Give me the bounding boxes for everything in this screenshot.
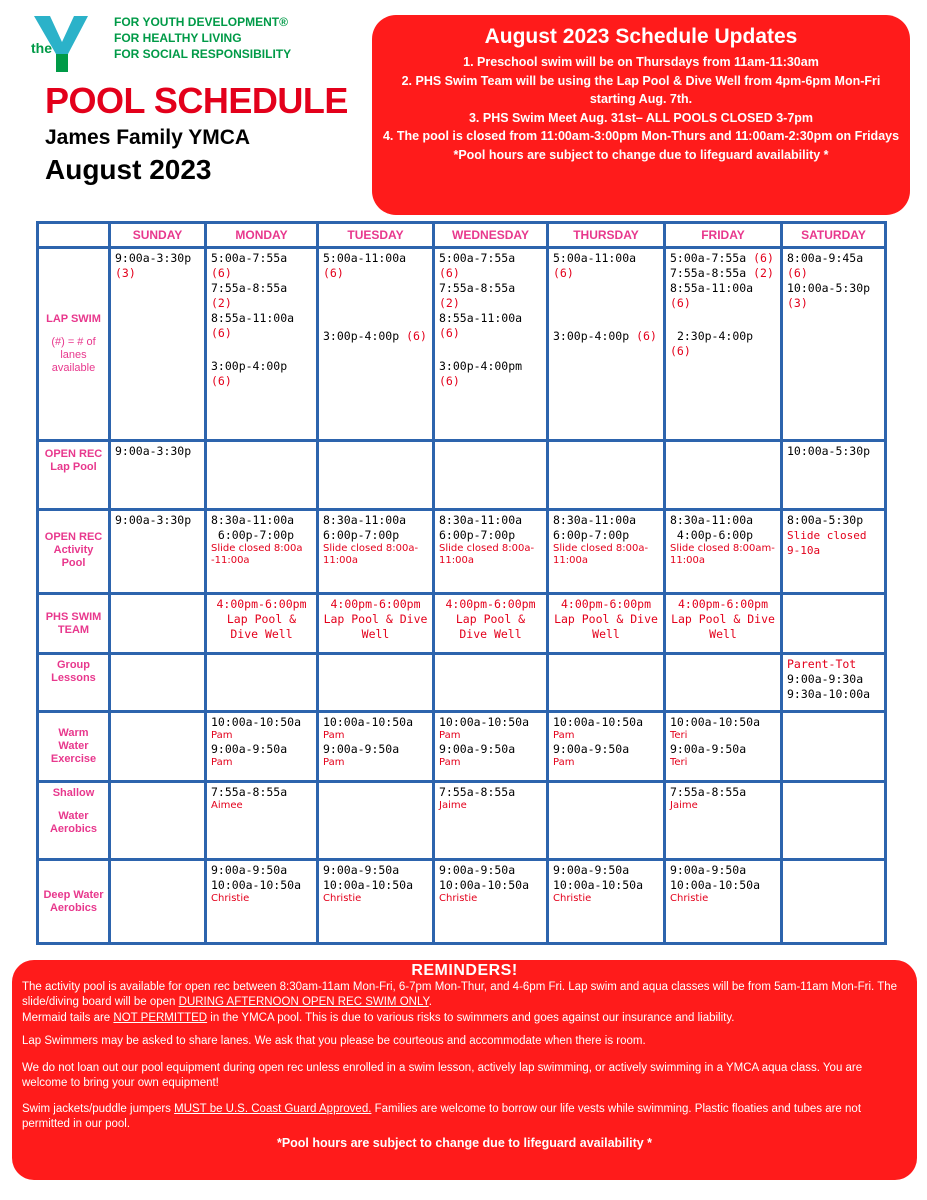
instructor: Pam [439,730,461,741]
instructor: Pam [439,757,461,768]
schedule-cell [206,860,318,944]
header-row [38,223,886,248]
logo-text: the [31,40,52,56]
lane-count: (2) [211,296,232,310]
reminder-paragraph: Swim jackets/puddle jumpers MUST be U.S. Coast Guard Approved. Families are welcome to borrow our life vests while swimming. Plastic floaties and tubes are not permitted in our pool. [22,1103,862,1130]
schedule-cell [206,441,318,510]
schedule-cell [665,510,782,594]
time-slot: 8:30a-11:00a [323,513,407,527]
lane-count: (6) [439,266,460,280]
location: Lap Pool & Dive Well [554,612,658,641]
lane-count: (3) [115,266,136,280]
reminder-paragraph: Mermaid tails are NOT PERMITTED in the YMCA pool. This is due to various risks to swimmers and goes against our insurance and liability. [22,1012,735,1024]
lap-swim-row [38,248,886,441]
reminders-title: REMINDERS! [411,962,518,979]
row-label: Deep Water Aerobics [38,860,110,944]
schedule-cell [318,654,434,712]
schedule-cell [434,441,548,510]
time-slot: 10:00a-10:50a [670,715,761,729]
time-slot: 5:00a-7:55a [439,251,516,265]
schedule-cell [665,248,782,441]
tagline: FOR YOUTH DEVELOPMENT® [114,15,288,29]
time-slot: 8:30a-11:00a [211,513,295,527]
month-label: August 2023 [45,154,212,185]
time-slot: 9:00a-9:30a [787,672,864,686]
instructor: Teri [670,730,688,741]
updates-note: *Pool hours are subject to change due to lifeguard availability * [453,147,829,162]
schedule-cell [548,441,665,510]
schedule-cell [665,712,782,782]
schedule-cell [318,248,434,441]
update-item: 3. PHS Swim Meet Aug. 31st– ALL POOLS CLOSED 3-7pm [468,110,814,125]
time-slot: 7:55a-8:55a [211,281,288,295]
schedule-cell [548,594,665,654]
day-header: THURSDAY [548,223,665,248]
header [0,0,927,215]
schedule-cell [206,594,318,654]
time-slot: 8:55a-11:00a [439,311,523,325]
shallow-label: Shallow [52,787,95,799]
time-slot: 9:00a-9:50a [439,742,516,756]
schedule-cell [548,860,665,944]
schedule-cell [110,860,206,944]
schedule-table [36,221,887,945]
time-slot: 6:00p-7:00p [211,528,295,542]
time-slot: 4:00pm-6:00pm [445,597,536,611]
schedule-cell [434,248,548,441]
time-slot: 10:00a-10:50a [439,715,530,729]
instructor: Pam [553,757,575,768]
schedule-cell [318,594,434,654]
warm-water-row [38,712,886,782]
schedule-cell [434,654,548,712]
instructor: Christie [211,893,250,904]
instructor: Pam [323,757,345,768]
location: Lap Pool & Dive Well [455,612,526,641]
schedule-cell [665,594,782,654]
lane-count: (6) [439,374,460,388]
time-slot: 8:30a-11:00a [553,513,637,527]
time-slot: 4:00pm-6:00pm [560,597,651,611]
lesson-name: Parent-Tot [787,657,857,671]
time-slot: 8:00a-9:45a [787,251,864,265]
lane-count: (6) [670,344,691,358]
time-slot: 4:00pm-6:00pm [677,597,768,611]
row-label: PHS SWIM TEAM [38,594,110,654]
schedule-cell [110,712,206,782]
time-slot: 3:00p-4:00p [323,329,400,343]
slide-note: Slide closed 8:00a-11:00a [323,543,419,566]
lane-count: (6) [406,329,427,343]
reminder-paragraph: The activity pool is available for open rec between 8:30am-11am Mon-Fri, 6-7pm Mon-Thur, and 4-6pm Fri. Lap swim and aqua classes will be from 5am-11am Mon-Fri. The slide/diving board will be open DURING AFTERNOON OPEN REC SWIM ONLY. [22,981,898,1008]
time-slot: 8:55a-11:00a [211,311,295,325]
tagline: FOR HEALTHY LIVING [114,31,242,45]
time-slot: 9:00a-9:50a [670,742,747,756]
lane-count: (6) [211,326,232,340]
slide-note: Slide closed 8:00a-11:00a [553,543,649,566]
open-rec-lap-row [38,441,886,510]
row-label: Group Lessons [38,654,110,712]
instructor: Christie [439,893,478,904]
instructor: Christie [670,893,709,904]
lane-count: (6) [636,329,657,343]
time-slot: 5:00a-7:55a [211,251,288,265]
branch-name: James Family YMCA [45,126,251,149]
shallow-label-sub: Water Aerobics [49,810,98,835]
time-slot: 9:00a-3:30p [115,251,192,265]
schedule-cell [548,510,665,594]
time-slot: 10:00a-10:50a [211,878,302,892]
instructor: Christie [323,893,362,904]
time-slot: 8:30a-11:00a [670,513,754,527]
row-label: OPEN REC Activity Pool [38,510,110,594]
lane-count: (6) [439,326,460,340]
schedule-cell [782,712,886,782]
schedule-cell [318,712,434,782]
time-slot: 4:00p-6:00p [670,528,754,542]
schedule-cell [206,654,318,712]
lane-count: (6) [753,251,774,265]
day-header: SUNDAY [110,223,206,248]
time-slot: 10:00a-10:50a [211,715,302,729]
time-slot: 3:00p-4:00pm [439,359,523,373]
row-label [38,782,110,860]
instructor: Aimee [211,800,243,811]
time-slot: 8:00a-5:30p [787,513,864,527]
instructor: Jaime [670,800,698,811]
schedule-cell [782,654,886,712]
day-header: TUESDAY [318,223,434,248]
row-label: Warm Water Exercise [38,712,110,782]
updates-title: August 2023 Schedule Updates [484,25,798,48]
time-slot: 6:00p-7:00p [553,528,630,542]
slide-note: Slide closed 8:00a -11:00a [211,543,303,566]
tagline: FOR SOCIAL RESPONSIBILITY [114,47,292,61]
schedule-cell: 9:00a-3:30p [110,510,206,594]
time-slot: 7:55a-8:55a [670,785,747,799]
schedule-cell: 10:00a-5:30p [782,441,886,510]
lane-count: (6) [670,296,691,310]
instructor: Jaime [439,800,467,811]
location: Lap Pool & Dive Well [226,612,297,641]
time-slot: 9:00a-9:50a [211,863,288,877]
time-slot: 7:55a-8:55a [670,266,747,280]
instructor: Pam [553,730,575,741]
row-label [38,248,110,441]
schedule-cell [434,782,548,860]
reminders-footer: *Pool hours are subject to change due to lifeguard availability * [276,1136,653,1150]
schedule-cell [665,441,782,510]
time-slot: 9:30a-10:00a [787,687,871,701]
slide-note: Slide closed 9-10a [787,529,867,557]
reminder-paragraph: We do not loan out our pool equipment during open rec unless enrolled in a swim lesson, actively lap swimming, or actively swimming in a YMCA aqua class. You are welcome to bring your own equipment! [22,1062,863,1089]
schedule-cell [110,248,206,441]
day-header: SATURDAY [782,223,886,248]
update-item: 1. Preschool swim will be on Thursdays from 11am-11:30am [463,55,819,69]
time-slot: 2:30p-4:00p [676,329,754,343]
time-slot: 10:00a-10:50a [670,878,761,892]
schedule-cell [318,510,434,594]
corner-cell [38,223,110,248]
time-slot: 9:00a-9:50a [670,863,747,877]
schedule-cell [434,510,548,594]
time-slot: 9:00a-9:50a [323,863,400,877]
schedule-cell [434,712,548,782]
shallow-water-row [38,782,886,860]
schedule-cell [548,248,665,441]
instructor: Christie [553,893,592,904]
schedule-cell [665,782,782,860]
time-slot: 5:00a-7:55a [670,251,747,265]
schedule-cell [782,860,886,944]
schedule-cell [110,782,206,860]
lane-count: (3) [787,296,808,310]
schedule-cell [434,594,548,654]
schedule-cell [782,510,886,594]
time-slot: 10:00a-10:50a [553,715,644,729]
time-slot: 5:00a-11:00a [323,251,407,265]
location: Lap Pool & Dive Well [323,612,428,641]
lane-count: (6) [787,266,808,280]
instructor: Pam [211,757,233,768]
update-item: 2. PHS Swim Team will be using the Lap Pool & Dive Well from 4pm-6pm Mon-Fri starting Aug. 7th. [401,73,881,106]
group-lessons-row [38,654,886,712]
deep-water-row [38,860,886,944]
day-header: MONDAY [206,223,318,248]
schedule-cell [318,782,434,860]
time-slot: 7:55a-8:55a [439,785,516,799]
schedule-cell [110,654,206,712]
reminder-paragraph: Lap Swimmers may be asked to share lanes. We ask that you please be courteous and accommodate when there is room. [22,1035,646,1047]
instructor: Pam [323,730,345,741]
time-slot: 10:00a-10:50a [323,878,414,892]
schedule-updates-box [372,15,910,215]
schedule-cell [206,712,318,782]
slide-note: Slide closed 8:00am-11:00a [670,543,775,566]
time-slot: 9:00a-9:50a [439,863,516,877]
time-slot: 6:00p-7:00p [439,528,516,542]
schedule-cell [318,860,434,944]
schedule-cell [782,782,886,860]
taglines [114,14,291,62]
lane-count: (6) [323,266,344,280]
schedule-cell [548,712,665,782]
time-slot: 9:00a-9:50a [211,742,288,756]
time-slot: 9:00a-9:50a [553,863,630,877]
lanes-note: (#) = # of lanes available [51,336,96,374]
schedule-cell [434,860,548,944]
time-slot: 9:00a-9:50a [323,742,400,756]
schedule-cell [110,594,206,654]
time-slot: 10:00a-10:50a [439,878,530,892]
instructor: Pam [211,730,233,741]
time-slot: 5:00a-11:00a [553,251,637,265]
time-slot: 4:00pm-6:00pm [216,597,307,611]
time-slot: 4:00pm-6:00pm [330,597,421,611]
time-slot: 10:00a-10:50a [323,715,414,729]
reminders-box [12,960,917,1180]
schedule-cell [665,654,782,712]
lane-count: (6) [211,374,232,388]
schedule-cell [318,441,434,510]
location: Lap Pool & Dive Well [671,612,775,641]
time-slot: 10:00a-5:30p [787,281,871,295]
day-header: FRIDAY [665,223,782,248]
time-slot: 10:00a-10:50a [553,878,644,892]
schedule-cell [206,782,318,860]
slide-note: Slide closed 8:00a-11:00a [439,543,535,566]
lane-count: (2) [439,296,460,310]
schedule-cell [548,654,665,712]
page-title: POOL SCHEDULE [45,80,348,121]
lane-count: (2) [753,266,774,280]
open-rec-activity-row [38,510,886,594]
time-slot: 8:30a-11:00a [439,513,523,527]
lane-count: (6) [553,266,574,280]
update-item: 4. The pool is closed from 11:00am-3:00pm Mon-Thurs and 11:00am-2:30pm on Fridays [382,129,900,143]
schedule-cell [548,782,665,860]
time-slot: 6:00p-7:00p [323,528,400,542]
time-slot: 3:00p-4:00p [553,329,630,343]
time-slot: 7:55a-8:55a [211,785,288,799]
schedule-cell [665,860,782,944]
schedule-cell [782,248,886,441]
phs-swim-team-row [38,594,886,654]
instructor: Teri [670,757,688,768]
row-label: OPEN REC Lap Pool [38,441,110,510]
lap-swim-label: LAP SWIM [46,313,101,325]
schedule-cell [206,510,318,594]
time-slot: 7:55a-8:55a [439,281,516,295]
time-slot: 3:00p-4:00p [211,359,288,373]
lane-count: (6) [211,266,232,280]
time-slot: 9:00a-9:50a [553,742,630,756]
schedule-cell [206,248,318,441]
time-slot: 8:55a-11:00a [670,281,754,295]
day-header: WEDNESDAY [434,223,548,248]
schedule-cell [782,594,886,654]
schedule-cell: 9:00a-3:30p [110,441,206,510]
